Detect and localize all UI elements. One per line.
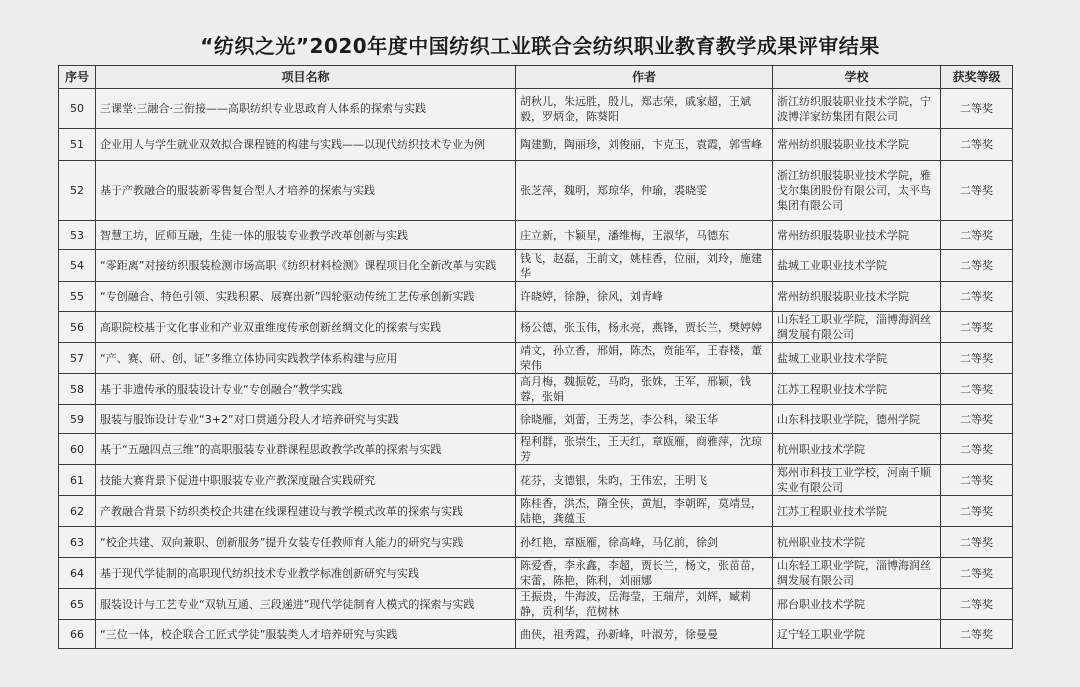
cell-award: 二等奖 (941, 496, 1013, 527)
table-row (59, 434, 1013, 465)
cell-school: 浙江纺织服装职业技术学院，宁波博洋家纺集团有限公司 (773, 89, 941, 129)
cell-project: “零距离”对接纺织服装检测市场高职《纺织材料检测》课程项目化全新改革与实践 (96, 250, 516, 282)
cell-authors: 庄立新，卞颖星，潘维梅，王淑华，马德东 (516, 221, 773, 250)
cell-authors: 钱飞，赵磊，王前文，姚桂香，位丽，刘玲，施建华 (516, 250, 773, 282)
cell-project: 基于现代学徒制的高职现代纺织技术专业教学标准创新研究与实践 (96, 558, 516, 589)
cell-award: 二等奖 (941, 250, 1013, 282)
cell-num: 56 (59, 312, 96, 343)
cell-num: 53 (59, 221, 96, 250)
cell-project: “校企共建、双向兼职、创新服务”提升女装专任教师育人能力的研究与实践 (96, 527, 516, 558)
cell-num: 65 (59, 589, 96, 620)
table-row (59, 589, 1013, 620)
cell-project: 基于“五融四点三维”的高职服装专业群课程思政教学改革的探索与实践 (96, 434, 516, 465)
cell-authors: 许晓婷，徐静，徐风，刘青峰 (516, 282, 773, 312)
cell-school: 常州纺织服装职业技术学院 (773, 282, 941, 312)
table-row (59, 620, 1013, 649)
cell-authors: 陈桂香，洪杰，隋全侠，黄旭，李朝晖，莫靖昱，陆艳，龚蕴玉 (516, 496, 773, 527)
table-row (59, 374, 1013, 405)
cell-school: 杭州职业技术学院 (773, 434, 941, 465)
cell-project: 高职院校基于文化事业和产业双重维度传承创新丝绸文化的探索与实践 (96, 312, 516, 343)
cell-authors: 高月梅，魏振乾，马昀，张姝，王军，邢颖，钱蓉，张娟 (516, 374, 773, 405)
cell-num: 62 (59, 496, 96, 527)
table-header-row (59, 66, 1013, 89)
cell-num: 63 (59, 527, 96, 558)
cell-award: 二等奖 (941, 620, 1013, 649)
cell-project: 企业用人与学生就业双效拟合课程链的构建与实践——以现代纺织技术专业为例 (96, 129, 516, 161)
table-row (59, 343, 1013, 374)
cell-school: 辽宁轻工职业学院 (773, 620, 941, 649)
table-row (59, 221, 1013, 250)
cell-project: “专创融合、特色引领、实践积累、展赛出新”四轮驱动传统工艺传承创新实践 (96, 282, 516, 312)
table-row (59, 558, 1013, 589)
cell-award: 二等奖 (941, 343, 1013, 374)
cell-num: 51 (59, 129, 96, 161)
cell-school: 杭州职业技术学院 (773, 527, 941, 558)
header-award: 获奖等级 (941, 66, 1013, 89)
cell-project: 技能大赛背景下促进中职服装专业产教深度融合实践研究 (96, 465, 516, 496)
cell-award: 二等奖 (941, 405, 1013, 434)
cell-award: 二等奖 (941, 282, 1013, 312)
cell-num: 50 (59, 89, 96, 129)
cell-num: 64 (59, 558, 96, 589)
cell-project: “三位一体，校企联合工匠式学徒”服装类人才培养研究与实践 (96, 620, 516, 649)
cell-project: “产、赛、研、创、证”多维立体协同实践教学体系构建与应用 (96, 343, 516, 374)
cell-award: 二等奖 (941, 161, 1013, 221)
cell-authors: 陶建勤，陶丽珍，刘俊丽，卞克玉，袁霞，郭雪峰 (516, 129, 773, 161)
cell-num: 61 (59, 465, 96, 496)
cell-project: 智慧工坊，匠师互融，生徒一体的服装专业教学改革创新与实践 (96, 221, 516, 250)
table-row (59, 496, 1013, 527)
cell-award: 二等奖 (941, 312, 1013, 343)
cell-project: 基于非遗传承的服装设计专业“专创融合”教学实践 (96, 374, 516, 405)
cell-num: 58 (59, 374, 96, 405)
cell-project: 三课堂·三融合·三衔接——高职纺织专业思政育人体系的探索与实践 (96, 89, 516, 129)
table-row (59, 312, 1013, 343)
table-row (59, 129, 1013, 161)
cell-num: 55 (59, 282, 96, 312)
cell-award: 二等奖 (941, 129, 1013, 161)
header-school: 学校 (773, 66, 941, 89)
table-row (59, 161, 1013, 221)
cell-authors: 程利群，张崇生，王天红，章瓯雁，商雅萍，沈琼芳 (516, 434, 773, 465)
cell-school: 山东科技职业学院，德州学院 (773, 405, 941, 434)
cell-school: 郑州市科技工业学校，河南千顺实业有限公司 (773, 465, 941, 496)
cell-school: 盐城工业职业技术学院 (773, 343, 941, 374)
cell-authors: 花芬，支德银，朱昀，王伟宏，王明飞 (516, 465, 773, 496)
cell-award: 二等奖 (941, 434, 1013, 465)
cell-award: 二等奖 (941, 558, 1013, 589)
cell-award: 二等奖 (941, 589, 1013, 620)
table-body (59, 89, 1013, 649)
table-row (59, 282, 1013, 312)
header-project: 项目名称 (96, 66, 516, 89)
cell-authors: 靖文，孙立香，邢娟，陈杰，贲能军，王春楼，董荣伟 (516, 343, 773, 374)
cell-num: 66 (59, 620, 96, 649)
cell-authors: 曲侠，祖秀霞，孙新峰，叶淑芳，徐曼曼 (516, 620, 773, 649)
cell-project: 产教融合背景下纺织类校企共建在线课程建设与教学模式改革的探索与实践 (96, 496, 516, 527)
cell-school: 浙江纺织服装职业技术学院，雅戈尔集团股份有限公司，太平鸟集团有限公司 (773, 161, 941, 221)
cell-authors: 陈爱香，李永鑫，李超，贾长兰，杨文，张苗苗，宋蕾，陈艳，陈利，刘丽娜 (516, 558, 773, 589)
cell-project: 服装设计与工艺专业“双轨互通、三段递进”现代学徒制育人模式的探索与实践 (96, 589, 516, 620)
cell-num: 54 (59, 250, 96, 282)
cell-authors: 徐晓雁，刘蕾，王秀芝，李公科，梁玉华 (516, 405, 773, 434)
table-row (59, 89, 1013, 129)
cell-award: 二等奖 (941, 221, 1013, 250)
cell-num: 57 (59, 343, 96, 374)
cell-authors: 孙红艳，章瓯雁，徐高峰，马亿前，徐剑 (516, 527, 773, 558)
cell-award: 二等奖 (941, 527, 1013, 558)
cell-award: 二等奖 (941, 89, 1013, 129)
cell-school: 邢台职业技术学院 (773, 589, 941, 620)
header-authors: 作者 (516, 66, 773, 89)
cell-project: 服装与服饰设计专业“3+2”对口贯通分段人才培养研究与实践 (96, 405, 516, 434)
cell-school: 盐城工业职业技术学院 (773, 250, 941, 282)
table-row (59, 527, 1013, 558)
cell-school: 山东轻工职业学院，淄博海润丝绸发展有限公司 (773, 558, 941, 589)
cell-award: 二等奖 (941, 374, 1013, 405)
cell-authors: 胡秋儿，朱远胜，殷儿，郑志荣，戚家超，王斌毅，罗炳金，陈葵阳 (516, 89, 773, 129)
cell-school: 山东轻工职业学院，淄博海润丝绸发展有限公司 (773, 312, 941, 343)
cell-award: 二等奖 (941, 465, 1013, 496)
cell-school: 常州纺织服装职业技术学院 (773, 221, 941, 250)
cell-school: 江苏工程职业技术学院 (773, 496, 941, 527)
results-table (58, 65, 1013, 649)
cell-num: 52 (59, 161, 96, 221)
cell-authors: 杨公德，张玉伟，杨永亮，燕锋，贾长兰，樊婷婷 (516, 312, 773, 343)
cell-num: 59 (59, 405, 96, 434)
cell-school: 江苏工程职业技术学院 (773, 374, 941, 405)
cell-authors: 王振贵，牛海波，岳海莹，王瑞芹，刘辉，臧莉静，贡利华，范树林 (516, 589, 773, 620)
table-row (59, 405, 1013, 434)
cell-authors: 张芝萍，魏明，郑琼华，仲瑜，裘晓雯 (516, 161, 773, 221)
table-row (59, 465, 1013, 496)
header-num: 序号 (59, 66, 96, 89)
cell-school: 常州纺织服装职业技术学院 (773, 129, 941, 161)
cell-project: 基于产教融合的服装新零售复合型人才培养的探索与实践 (96, 161, 516, 221)
cell-num: 60 (59, 434, 96, 465)
table-row (59, 250, 1013, 282)
document-title: “纺织之光”2020年度中国纺织工业联合会纺织职业教育教学成果评审结果 (200, 34, 880, 58)
